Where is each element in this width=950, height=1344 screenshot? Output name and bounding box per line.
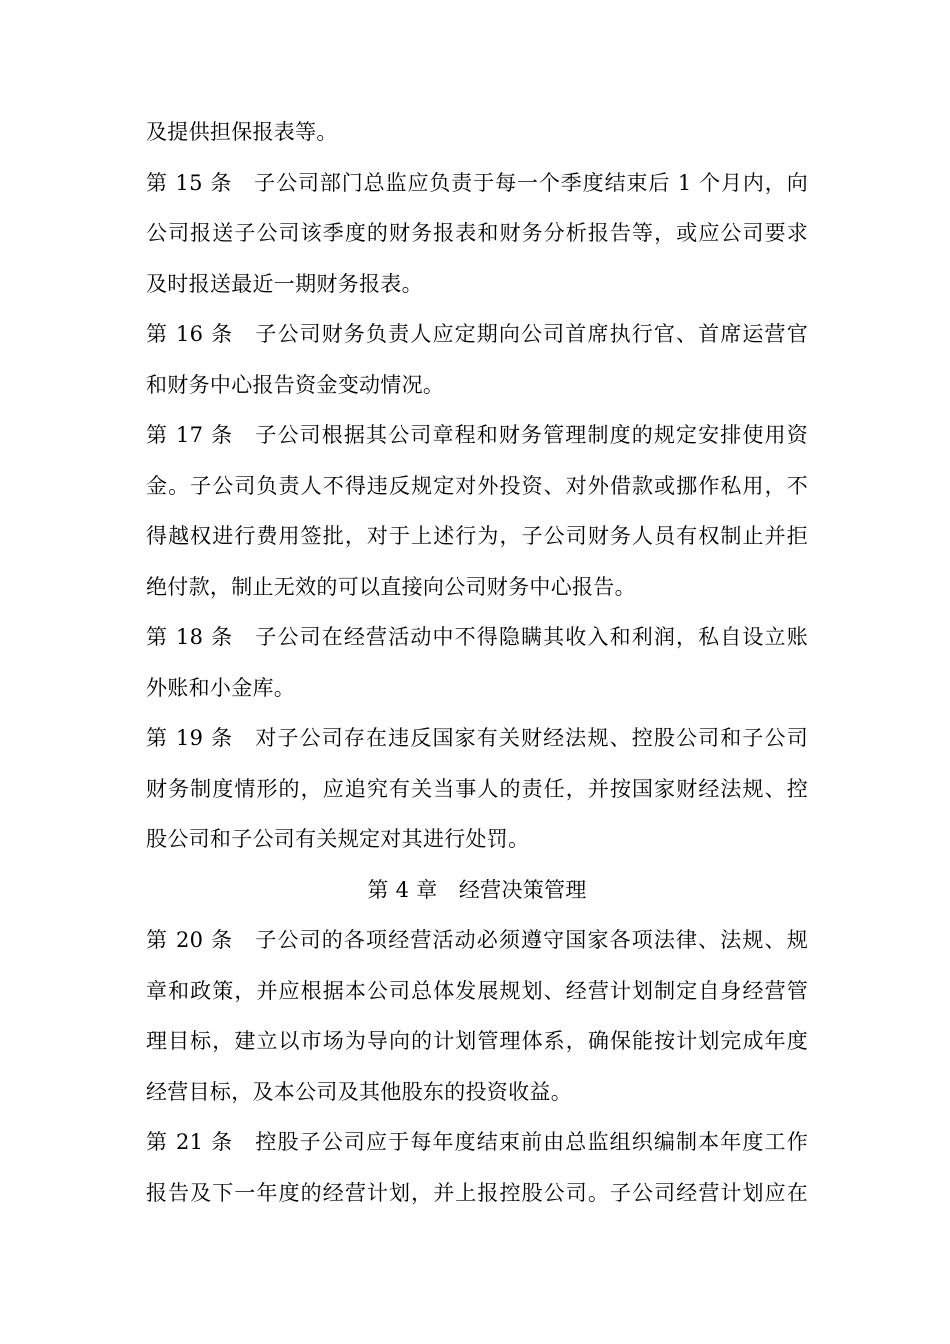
- text-line: 公司报送子公司该季度的财务报表和财务分析报告等，或应公司要求: [146, 221, 808, 245]
- text-line: 及提供担保报表等。: [146, 120, 338, 144]
- text-line: 报告及下一年度的经营计划，并上报控股公司。子公司经营计划应在: [146, 1180, 808, 1205]
- text-line: 第 20 条 子公司的各项经营活动必须遵守国家各项法律、法规、规: [146, 928, 808, 952]
- document-body: [146, 112, 808, 1223]
- text-line: 第 19 条 对子公司存在违反国家有关财经法规、控股公司和子公司: [146, 726, 808, 750]
- text-line: 得越权进行费用签批，对于上述行为，子公司财务人员有权制止并拒: [146, 524, 808, 548]
- text-line: 外账和小金库。: [146, 675, 296, 700]
- text-line: 第 15 条 子公司部门总监应负责于每一个季度结束后 1 个月内，向: [146, 170, 808, 195]
- text-line: 理目标，建立以市场为导向的计划管理体系，确保能按计划完成年度: [146, 1029, 808, 1053]
- text-line: 第 18 条 子公司在经营活动中不得隐瞒其收入和利润，私自设立账: [146, 625, 808, 649]
- text-line: 金。子公司负责人不得违反规定对外投资、对外借款或挪作私用，不: [146, 473, 808, 498]
- text-line: 第 17 条 子公司根据其公司章程和财务管理制度的规定安排使用资: [146, 423, 808, 447]
- text-line: 财务制度情形的，应追究有关当事人的责任，并按国家财经法规、控: [146, 776, 808, 801]
- text-line: 第 21 条 控股子公司应于每年度结束前由总监组织编制本年度工作: [146, 1130, 808, 1154]
- text-line: 和财务中心报告资金变动情况。: [146, 372, 445, 397]
- text-line: 经营目标，及本公司及其他股东的投资收益。: [146, 1079, 572, 1104]
- text-line: 及时报送最近一期财务报表。: [146, 271, 423, 296]
- chapter-heading: 第 4 章 经营决策管理: [367, 877, 587, 902]
- text-line: 绝付款，制止无效的可以直接向公司财务中心报告。: [146, 574, 636, 599]
- text-line: 第 16 条 子公司财务负责人应定期向公司首席执行官、首席运营官: [146, 322, 808, 346]
- text-line: 股公司和子公司有关规定对其进行处罚。: [146, 827, 530, 851]
- text-line: 章和政策，并应根据本公司总体发展规划、经营计划制定自身经营管: [146, 978, 808, 1003]
